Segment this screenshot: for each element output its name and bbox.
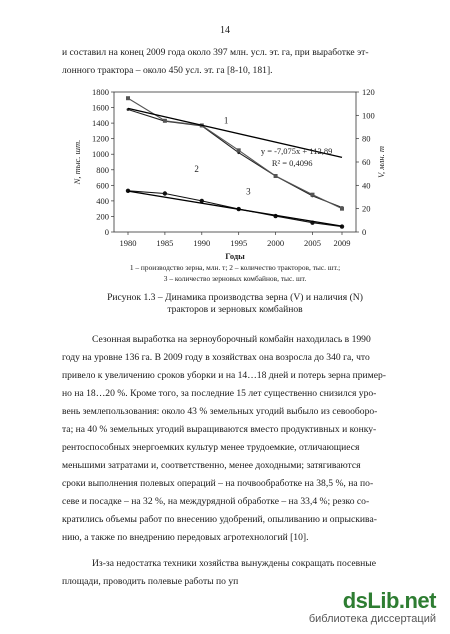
- series-2-point: [237, 148, 241, 152]
- text-line: Сезонная выработка на зерноуборочный комбайн находилась в 1990: [92, 334, 371, 345]
- text-line: кратились объемы работ по внесению удобрений, опыливанию и опрыскива-: [62, 514, 377, 525]
- text-line: Из-за недостатка техники хозяйства вынуждены сокращать посевные: [92, 558, 376, 569]
- y-left-tick-label: 400: [96, 195, 109, 206]
- watermark-subtitle: библиотека диссертаций: [308, 613, 436, 625]
- series-3-point: [163, 191, 167, 195]
- trendline-equation: y = -7,075x + 112,89: [260, 146, 333, 157]
- text-line: та; на 40 % земельных угодий выращиваются вместо продуктивных и конку-: [62, 424, 377, 435]
- y-right-tick-label: 40: [362, 180, 371, 191]
- watermark-logo: dsLib.net: [342, 588, 436, 613]
- series-2-point: [163, 119, 167, 123]
- series-label-3: 3: [246, 186, 251, 197]
- figure-legend: [62, 262, 408, 284]
- y-left-tick-label: 1800: [92, 87, 109, 97]
- x-axis-title: Годы: [225, 251, 245, 261]
- figure-caption: [62, 292, 408, 316]
- y-right-axis-title: V, млн. т: [376, 145, 386, 179]
- y-right-tick-label: 100: [362, 110, 375, 121]
- text-line: привело к увеличению сроков уборки и на 14…18 дней и потерь зерна пример-: [62, 370, 386, 381]
- y-right-tick-label: 20: [362, 203, 371, 214]
- text-line: нию, а также по внедрению передовых агротехнологий [10].: [62, 532, 309, 543]
- trendline-series-3: [128, 191, 342, 226]
- x-tick-label: 1990: [193, 238, 211, 248]
- text-line: севе и посадке – на 32 %, на междурядной обработке – на 33,4 %; резко со-: [62, 496, 370, 507]
- text-line: рентоспособных энергоемких культур менее трудоемкие, отличающиеся: [62, 442, 360, 453]
- y-right-tick-label: 0: [362, 227, 367, 237]
- text-line: меньшими затратами и, соответственно, менее доходными; затягиваются: [62, 460, 361, 471]
- text-line: сроки выполнения полевых операций – на почвообработке на 38,5 %, на по-: [62, 478, 374, 489]
- x-tick-label: 1985: [156, 238, 174, 248]
- text-line: лонного трактора – около 450 усл. эт. га [8-10, 181].: [62, 65, 273, 76]
- text-line: году на уровне 136 га. В 2009 году в хозяйствах она возросла до 340 га, что: [62, 352, 370, 363]
- closing-paragraph: [62, 555, 408, 591]
- y-left-tick-label: 1600: [92, 102, 109, 113]
- y-right-tick-label: 60: [362, 157, 371, 167]
- y-left-tick-label: 1400: [92, 118, 109, 129]
- text-line: но на 18…20 %. Кроме того, за последние 15 лет существенно снизился уро-: [62, 388, 377, 399]
- y-left-tick-label: 0: [104, 227, 109, 237]
- caption-line: Рисунок 1.3 – Динамика производства зерна (V) и наличия (N): [107, 292, 363, 303]
- y-left-tick-label: 1200: [92, 133, 109, 144]
- y-left-tick-label: 1000: [92, 149, 109, 160]
- x-tick-label: 2005: [303, 238, 321, 248]
- y-right-tick-label: 80: [362, 133, 371, 144]
- y-left-tick-label: 200: [96, 211, 109, 222]
- x-tick-label: 2009: [333, 238, 351, 248]
- body-paragraph: [62, 331, 408, 547]
- text-line: вень землепользования: около 43 % земельных угодий выбыло из севооборо-: [62, 406, 378, 417]
- legend-line: 1 – производство зерна, млн. т; 2 – количество тракторов, тыс. шт.;: [129, 263, 341, 272]
- y-left-tick-label: 600: [96, 180, 109, 191]
- trendline-r-squared: R² = 0,4096: [271, 157, 313, 168]
- y-left-axis-title: N, тыс. шт.: [72, 139, 82, 185]
- series-2-point: [274, 174, 278, 178]
- y-left-tick-label: 800: [96, 164, 109, 175]
- x-tick-label: 1995: [230, 238, 248, 248]
- legend-line: 3 – количество зерновых комбайнов, тыс. шт.: [163, 274, 307, 283]
- page-number: 14: [220, 25, 230, 36]
- series-2-point: [126, 96, 130, 100]
- site-watermark: [309, 589, 436, 626]
- x-tick-label: 1980: [119, 238, 137, 248]
- series-2-point: [310, 193, 314, 197]
- text-line: и составил на конец 2009 года около 397 млн. усл. эт. га, при выработке эт-: [62, 47, 369, 58]
- series-2-point: [340, 207, 344, 211]
- x-tick-label: 2000: [267, 238, 285, 248]
- text-line: площади, проводить полевые работы по уп: [62, 576, 239, 587]
- y-right-tick-label: 120: [362, 87, 375, 97]
- series-label-1: 1: [223, 115, 229, 126]
- intro-paragraph: [62, 44, 408, 80]
- caption-line: тракторов и зерновых комбайнов: [167, 304, 303, 315]
- series-label-2: 2: [194, 164, 199, 175]
